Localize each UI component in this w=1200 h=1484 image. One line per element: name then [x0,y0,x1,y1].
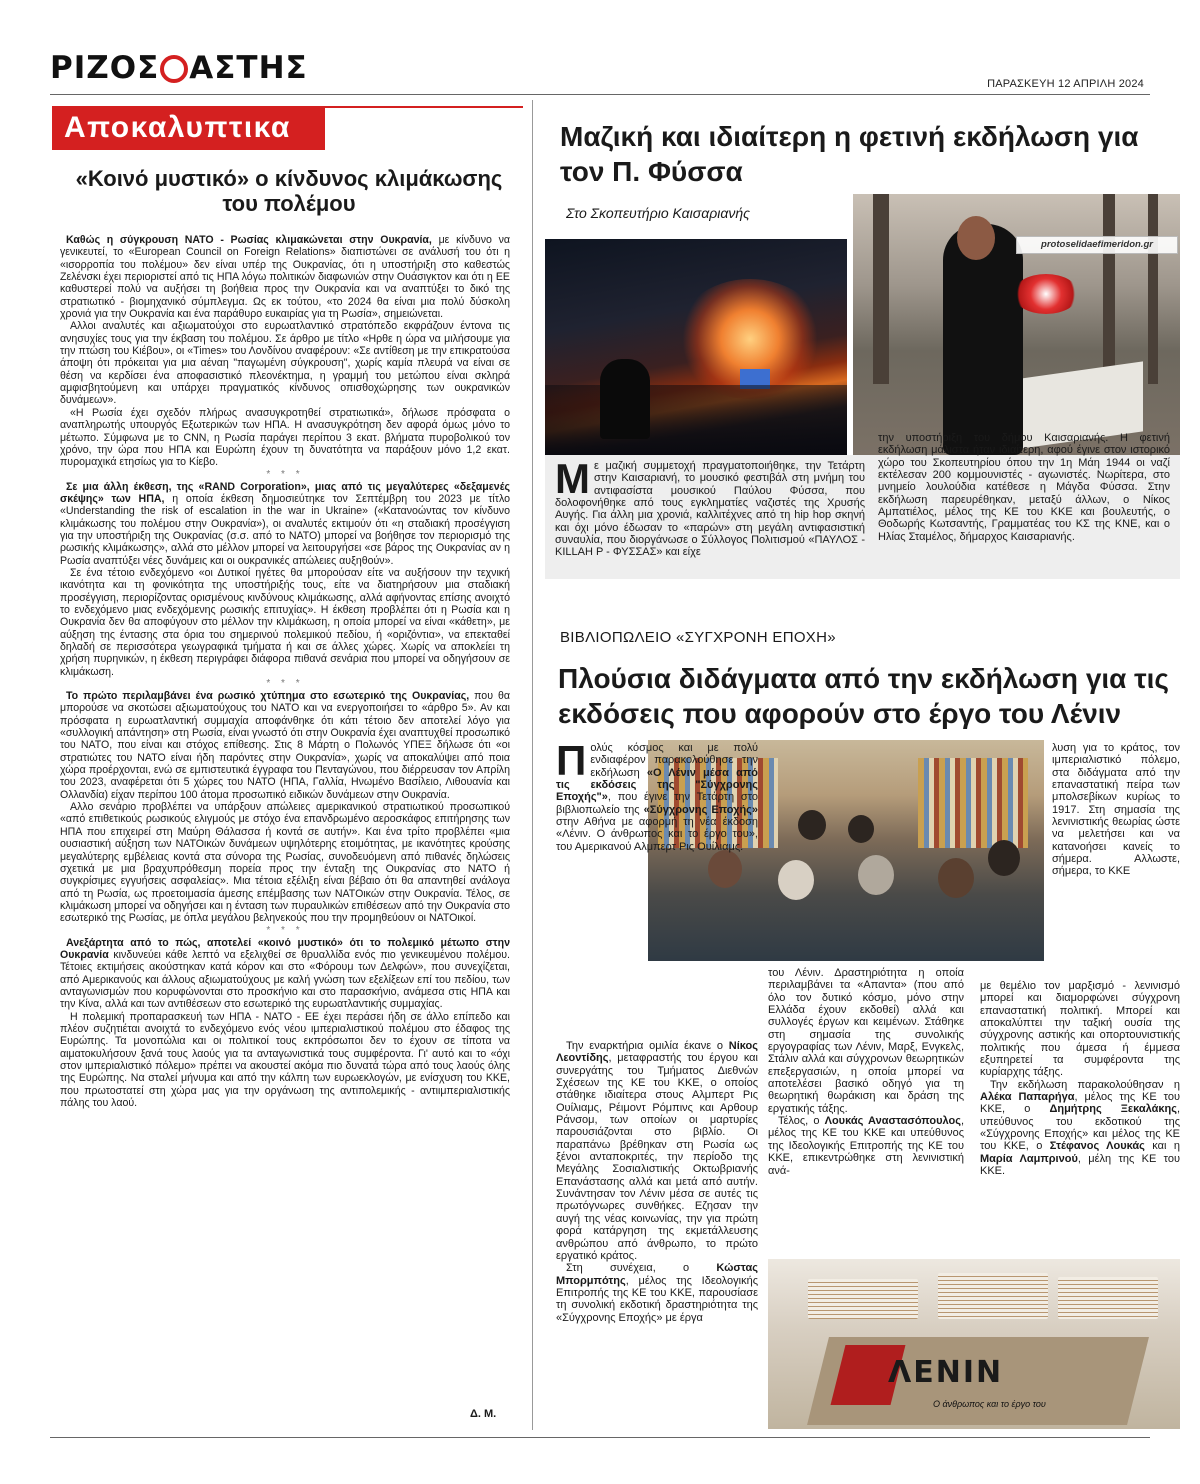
audience-head [858,855,894,895]
paragraph: Η πολεμική προπαρασκευή των ΗΠΑ - ΝΑΤΟ - ΕΕ έχει περάσει ήδη σε άλλο επίπεδο και πλέον συζητιέται ανοιχτά το ενδεχόμενο ενός νέου ιμπεριαλιστικού πολέμου στο έδαφος της Ευρώπης. Τα μονοπώλια και οι πολιτικοί τους εκπρόσωποι δεν το έχουν σε τίποτα να αιματοκυλήσουν ξανά τους λαούς για τα ανταγωνιστικά τους συμφέροντα. Γι' αυτό και το «όχι στον ιμπεριαλιστικό πόλεμο» πρέπει να ακουστεί ακόμα πιο δυνατά τώρα από τους λαούς όλης της Ευρώπης. Να σταλεί μήνυμα και από την κάλπη των ευρωεκλογών, με ενίσχυση του ΚΚΕ, που πρωτοστατεί στη χώρα μας για την οργάνωση της αντιπολεμικής - αντιιμπεριαλιστικής πάλης του λαού. [60,1010,510,1110]
bottom-divider [50,1437,1150,1438]
fyssas-article-title: Μαζική και ιδιαίτερη η φετινή εκδήλωση για τον Π. Φύσσα [560,121,1139,187]
fyssas-col-2: την υποστήριξη του δήμου Καισαριανής. Η φετινή εκδήλωση μάλιστα ήταν ιδιαίτερη, αφού έγινε στον ιστορικό χώρο του Σκοπευτηρίου όπου την 1η Μάη 1944 οι ναζί εκτέλεσαν 200 κομμουνιστές - αγωνιστές. Νωρίτερα, στο μνημείο λουλούδια κατέθεσε η Μάγδα Φύσσα. Στην εκδήλωση παρευρέθηκαν, μεταξύ άλλων, ο Νίκος Αμπατιέλος, μέλος της ΚΕ του ΚΚΕ και βουλευτής, ο Θοδωρής Κωτσαντής, Γραμματέας του ΚΣ της ΚΝΕ, και ο Ηλίας Σταμέλος, δήμαρχος Καισαριανής. [878,432,1170,543]
left-article-title: «Κοινό μυστικό» ο κίνδυνος κλιμάκωσης του πολέμου [75,166,503,216]
person-head [957,216,995,260]
audience-head [848,815,874,843]
tree-trunk [1103,194,1115,384]
logo-circle-icon [160,55,188,83]
paragraph: Το πρώτο περιλαμβάνει ένα ρωσικό χτύπημα στο εσωτερικό της Ουκρανίας, που θα μπορούσε να σκοτώσει αξιωματούχους του ΝΑΤΟ και να ενεργοποιήσει το «άρθρο 5». Αν και πρόσφατα η ευρωατλαντική συμμαχία αποφάνθηκε ότι κάτι τέτοιο δεν αποτελεί λόγο για «συλλογική απάντηση» στη Ρωσία, είναι γνωστό ότι στην Ουκρανία έχει αναπτυχθεί προσωπικό του ΝΑΤΟ, που είναι και στόχος επίθεσης. Στις 8 Μάρτη ο Πολωνός ΥΠΕΞ δήλωσε ότι «οι στρατιώτες του ΝΑΤΟ είναι ήδη παρόντες στην Ουκρανία», χωρίς να αποκαλύψει από ποια χώρα προέρχονται, ενώ σε εμπιστευτικά έγγραφα του Πενταγώνου, που διέρρευσαν τον Απρίλη του 2023, αναφέρεται ότι 5 χώρες του ΝΑΤΟ (ΗΠΑ, Γαλλία, Ηνωμένο Βασίλειο, Λιθουανία και Ολλανδία) είχαν περίπου 100 άτομα προσωπικό ειδικών δυνάμεων στην Ουκρανία. [60,690,510,801]
lenin-col-1: Πολύς κόσμος και με πολύ ενδιαφέρον παρακολούθησε την εκδήλωση «Ο Λένιν μέσα από τις εκδόσεις της "Σύγχρονης Εποχής"», που έγινε την Τετάρτη στο βιβλιοπωλείο της «Σύγχρονης Εποχής» στην Αθήνα με αφορμή τη νέα έκδοση «Λένιν. Ο άνθρωπος και το έργο του», του Αμερικανού Αλμπερτ Ρις Ουίλιαμς. [556,737,758,853]
book-stack [1058,1277,1158,1319]
book-cover-subtitle: Ο άνθρωπος και το έργο του [933,1399,1046,1409]
website-watermark: protoselidaefimeridon.gr [1016,236,1178,254]
flower-wreath [1013,274,1079,314]
section-label: Αποκαλυπτικα [52,106,325,150]
paragraph: Ανεξάρτητα από το πώς, αποτελεί «κοινό μυστικό» ότι το πολεμικό μέτωπο στην Ουκρανία κινδυνεύει κάθε λεπτό να εξελιχθεί σε θρυαλλίδα ενός πιο γενικευμένου πολέμου. Τέτοιες εκτιμήσεις ακούστηκαν κατά κόρον και στο «Φόρουμ των Δελφών», που συνεχίζεται, από Αμερικανούς και άλλους αξιωματούχους με καλή γνώση των εξελίξεων επί του πεδίου, των ανταγωνισμών που κορυφώνονται στο προσκήνιο και στο παρασκήνιο, ανάμεσα στις ΗΠΑ και την Κίνα, αλλά και των αντιθέσεων στο εσωτερικό της ευρωατλαντικής συμμαχίας. [60,936,510,1011]
dj-silhouette [600,359,650,439]
lenin-col-3: λυση για το κράτος, τον ιμπεριαλιστικό πόλεμο, στα διδάγματα από την επαναστατική πείρα των μπολσεβίκων κυρίως το 1917. Στη σημασία της λενινιστικής θεωρίας ώστε να μελετήσει και να κατανοήσει κανείς το σήμερα. Αλλωστε, σήμερα, το ΚΚΕ [1052,742,1180,878]
lenin-col-3-continued: με θεμέλιο τον μαρξισμό - λενινισμό μπορεί και διαμορφώνει σύγχρονη επαναστατική πολιτική. Μπορεί και αποκαλύπτει την ταξική ουσία της σύγχρονης αστικής και οπορτουνιστικής πολιτικής που άμεσα ή έμμεσα εξυπηρετεί τα συμφέροντα της κυρίαρχης τάξης. Την εκδήλωση παρακολούθησαν η Αλέκα Παπαρήγα, μέλος της ΚΕ του ΚΚΕ, ο Δημήτρης Ξεκαλάκης, υπεύθυνος του εκδοτικού της «Σύγχρονης Εποχής» και μέλος της ΚΕ του ΚΚΕ, ο Στέφανος Λουκάς και η Μαρία Λαμπρινού, μέλη της ΚΕ του ΚΚΕ. [980,980,1181,1178]
tree-trunk [1148,194,1158,384]
section-rule [325,106,523,108]
paragraph: Σε ένα τέτοιο ενδεχόμενο «οι Δυτικοί ηγέτες θα μπορούσαν είτε να αυξήσουν την τεχνική ικανότητα και τη φονικότητα της υποστήριξής τους, είτε να διατηρήσουν μια σταδιακή προσέγγιση, περιορίζοντας ορισμένους κινδύνους κλιμάκωσης, αλλά αφήνοντας επίσης ανοιχτό το ενδεχόμενο μιας ενδεχόμενης ρωσικής επιτυχίας». Η έκθεση προβλέπει ότι η Ρωσία και η Ουκρανία δεν θα αποφύγουν στο μέλλον την κλιμάκωση, η οποία μπορεί να είναι «κάθετη», με αύξηση της έντασης στα όρια του σημερινού πολεμικού πεδίου, ή «οριζόντια», να επεκταθεί δηλαδή σε περισσότερα γεωγραφικά τμήματα ή και σε άλλες χώρες. Χωρίς να αποκλείει τη χρήση πυρηνικών, η έκθεση περιγράφει διάφορα πιθανά σενάρια που μπορεί να οδηγήσουν σε κλιμάκωση. [60,566,510,678]
paragraph: Καθώς η σύγκρουση ΝΑΤΟ - Ρωσίας κλιμακώνεται στην Ουκρανία, με κίνδυνο να γενικευτεί, το «European Council on Foreign Relations» διαπιστώνει σε ανάλυσή του ότι η «ισορροπία του πολέμου» δεν είναι υπέρ της Ουκρανίας, ότι η υποστήριξη στο καθεστώς Ζελένσκι έχει περιοριστεί από τις ΗΠΑ λόγω πολιτικών διαφωνιών στην Ουάσιγκτον και ότι η ΕΕ καθυστερεί πολύ να αυξήσει τη βοήθεια προς την Ουκρανία και να αναπτύξει το δικό της στρατιωτικό - βιομηχανικό σύμπλεγμα. Ως εκ τούτου, «το 2024 θα είναι μια πολύ δύσκολη χρονιά για την Ουκρανία και ένα παράθυρο ευκαιρίας για τη Ρωσία», σημειώνεται. [60,234,511,321]
column-divider [532,100,533,1430]
drop-cap: Μ [555,455,590,502]
lenin-col-2: του Λένιν. Δραστηριότητα η οποία περιλαμβάνει τα «Απαντα» (που από όλο τον δυτικό κόσμο, μόνο στην Ελλάδα έχουν εκδοθεί) αλλά και συλλογές έργων και κειμένων. Στάθηκε στη σημασία της συνολικής εργογραφίας των Λένιν, Μαρξ, Ενγκελς, Στάλιν αλλά και σύγχρονων θεωρητικών επεξεργασιών, η οποία μπορεί να αποτελέσει βασικό οδηγό για τη θεωρητική θωράκιση και δράση της εργατικής τάξης. Τέλος, ο Λουκάς Αναστασόπουλος, μέλος της ΚΕ του ΚΚΕ και υπεύθυνος της Ιδεολογικής Επιτροπής της ΚΕ του ΚΚΕ, επικεντρώθηκε στη λενινιστική ανά- [768,967,965,1177]
book-stacks-photo [768,1259,1180,1429]
tree-trunk [873,194,889,384]
section-separator: * * * [266,678,304,690]
audience-head [938,858,974,898]
crowd-silhouette [545,385,847,455]
paragraph: «Η Ρωσία έχει σχεδόν πλήρως ανασυγκροτηθεί στρατιωτικά», δήλωσε πρόσφατα ο αναπληρωτής υπουργός Εξωτερικών των ΗΠΑ. Η ανασυγκρότηση δεν αφορά όμως μόνο το μέτωπο. Σύμφωνα με το CNN, η Ρωσία παράγει περίπου 3 εκατ. βλήματα πυροβολικού τον χρόνο, την ώρα που ΗΠΑ και Ευρώπη έχουν τη δυνατότητα να παράξουν μόνο 1,2 εκατ. πυρομαχικά ετησίως για το Κίεβο. [60,406,510,469]
concert-photo [545,239,847,455]
issue-date: ΠΑΡΑΣΚΕΥΗ 12 ΑΠΡΙΛΗ 2024 [987,78,1144,90]
wreath-laying-photo [853,194,1180,455]
lenin-kicker: ΒΙΒΛΙΟΠΩΛΕΙΟ «ΣΥΓΧΡΟΝΗ ΕΠΟΧΗ» [560,629,836,646]
top-divider [50,94,1150,95]
left-article-body [60,234,510,1109]
section-separator: * * * [266,924,304,936]
bookshelf [918,758,1028,848]
section-separator: * * * [266,468,304,480]
paragraph: Σε μια άλλη έκθεση, της «RAND Corporation», μιας από τις μεγαλύτερες «δεξαμενές σκέψης» των ΗΠΑ, η οποία έκθεση δημοσιεύτηκε τον Σεπτέμβρη του 2023 με τίτλο «Understanding the risk of escalation in the war in Ukraine» («Κατανοώντας τον κίνδυνο κλιμάκωσης του πολέμου στην Ουκρανία»), οι αναλυτές εκτιμούν ότι «η σταδιακή προσέγγιση για την υποστήριξη της Ουκρανίας (σ.σ. από το ΝΑΤΟ) μπορεί να βοήθησε τον περιορισμό της ρωσικής κλιμάκωσης», αλλά στο μέλλον μπορεί να λειτουργήσει «σε βάρος της Ουκρανίας αν η Ρωσία αναπτύξει νέες δυνάμεις και οι ουκρανικές απώλειες αυξηθούν». [60,480,510,567]
fyssas-col-1: Με μαζική συμμετοχή πραγματοποιήθηκε, την Τετάρτη στην Καισαριανή, το μουσικό φεστιβάλ στη μνήμη του αντιφασίστα μουσικού Παύλου Φύσσα, που δολοφονήθηκε από τους εγκληματίες ναζιστές της Χρυσής Αυγής. Για άλλη μια χρονιά, καλλιτέχνες από τη hip hop σκηνή και όχι μόνο έδωσαν το «παρών» στη μεγάλη αντιφασιστική συναυλία, που διοργάνωσε ο Σύλλογος Πολιτισμού «ΠΑΥΛΟΣ - KILLAH P - ΦΥΣΣΑΣ» και είχε [555,455,865,559]
paragraph: Αλλοι αναλυτές και αξιωματούχοι στο ευρωατλαντικό στρατόπεδο εκφράζουν έντονα τις ανησυχίες τους για την έκβαση του πολέμου. Σε άρθρο με τίτλο «Ηρθε η ώρα να μιλήσουμε για την πτώση του Κιέβου», οι «Times» του Λονδίνου αναφέρουν: «Σε αντίθεση με την επικρατούσα άποψη ότι πρόκειται για μια αέναη "παγωμένη σύγκρουση", χωρίς καμία πλευρά να είναι σε θέση να κερδίσει ένα αποφασιστικό πλεονέκτημα, η γραμμή του μετώπου είναι σκληρά αμφισβητούμενη και υπάρχει πραγματικός κίνδυνος οπισθοχώρησης των ουκρανικών δυνάμεων». [60,320,510,407]
fyssas-subtitle: Στο Σκοπευτήριο Καισαριανής [566,205,750,221]
lenin-col-1-continued: Την εναρκτήρια ομιλία έκανε ο Νίκος Λεοντίδης, μεταφραστής του έργου και συνεργάτης του Τμήματος Διεθνών Σχέσεων της ΚΕ του ΚΚΕ, ο οποίος στάθηκε ιδιαίτερα στους Αλμπερτ Ρις Ουίλιαμς, Ρέιμοντ Ρόμπινς και Αρθουρ Ράνσομ, των οποίων οι μαρτυρίες παρουσιάζονται στο βιβλίο. Οι παραπάνω βρέθηκαν στη Ρωσία ως ξένοι ανταποκριτές, την περίοδο της Μεγάλης Σοσιαλιστικής Οκτωβριανής Επανάστασης αλλά και μετά από αυτήν. Συνάντησαν τον Λένιν μέσα σε αυτές τις πρωτόγνωρες συνθήκες. Εζησαν την αυγή της νέας κοινωνίας, την για πρώτη φορά κατάργηση της εκμετάλλευσης ανθρώπου από άνθρωπο, το πρώτο εργατικό κράτος. Στη συνέχεια, ο Κώστας Μπορμπότης, μέλος της Ιδεολογικής Επιτροπής της ΚΕ του ΚΚΕ, παρουσίασε τη συνολική εκδοτική δραστηριότητα της «Σύγχρονης Εποχής» με έργα [556,1040,758,1324]
person-silhouette [943,224,1023,455]
drop-cap: Π [556,737,587,784]
audience-head [778,860,814,900]
lenin-article-title: Πλούσια διδάγματα από την εκδήλωση για τις εκδόσεις που αφορούν στο έργο του Λένιν [558,663,1169,729]
book-stack [938,1273,1048,1319]
masthead [50,48,308,88]
book-cover-title: ΛΕΝΙΝ [888,1355,1004,1390]
audience-head [798,810,826,840]
newspaper-logo: ΡΙΖΟΣ ΑΣΤΗΣ [50,50,308,86]
author-signature: Δ. Μ. [470,1408,497,1420]
book-stack [808,1279,918,1319]
paragraph: Αλλο σενάριο προβλέπει να υπάρξουν απώλειες αμερικανικού στρατιωτικού προσωπικού «από επιθετικούς ρωσικούς ελιγμούς με στόχο ένα επανδρωμένο αεροσκάφος επιτήρησης των ΗΠΑ που επιχειρεί στη Μαύρη Θάλασσα ή κοντά σε αυτήν». Και ένα τρίτο προβλέπει «μια ουσιαστική αύξηση των ΝΑΤΟικών δυνάμεων υψηλότερης ετοιμότητας, με ικανότητες κρούσης μεγαλύτερης εμβέλειας κοντά στα σύνορα της Ρωσίας, συνοδευόμενη από πιθανές δηλώσεις σχετικά με μια βραχυπρόθεσμη πορεία προς την ένταξη της Ουκρανίας στο ΝΑΤΟ ή συγκρίσιμες εγγυήσεις ασφαλείας». Μια τέτοια εξέλιξη είναι βέβαιο ότι θα απαντηθεί ανάλογα από τη Ρωσία, ως προετοιμασία άμεσης επέμβασης των ΝΑΤΟικών στην Ουκρανία. Τέλος, σε κλιμάκωση μπορεί να οδηγήσει και η ένταση των πυραυλικών επιθέσεων από την Ουκρανία στο εσωτερικό της Ρωσίας, με όπλα μεγάλου βεληνεκούς που την προμηθεύουν οι ΝΑΤΟικοί. [60,801,510,925]
audience-head [988,840,1020,876]
